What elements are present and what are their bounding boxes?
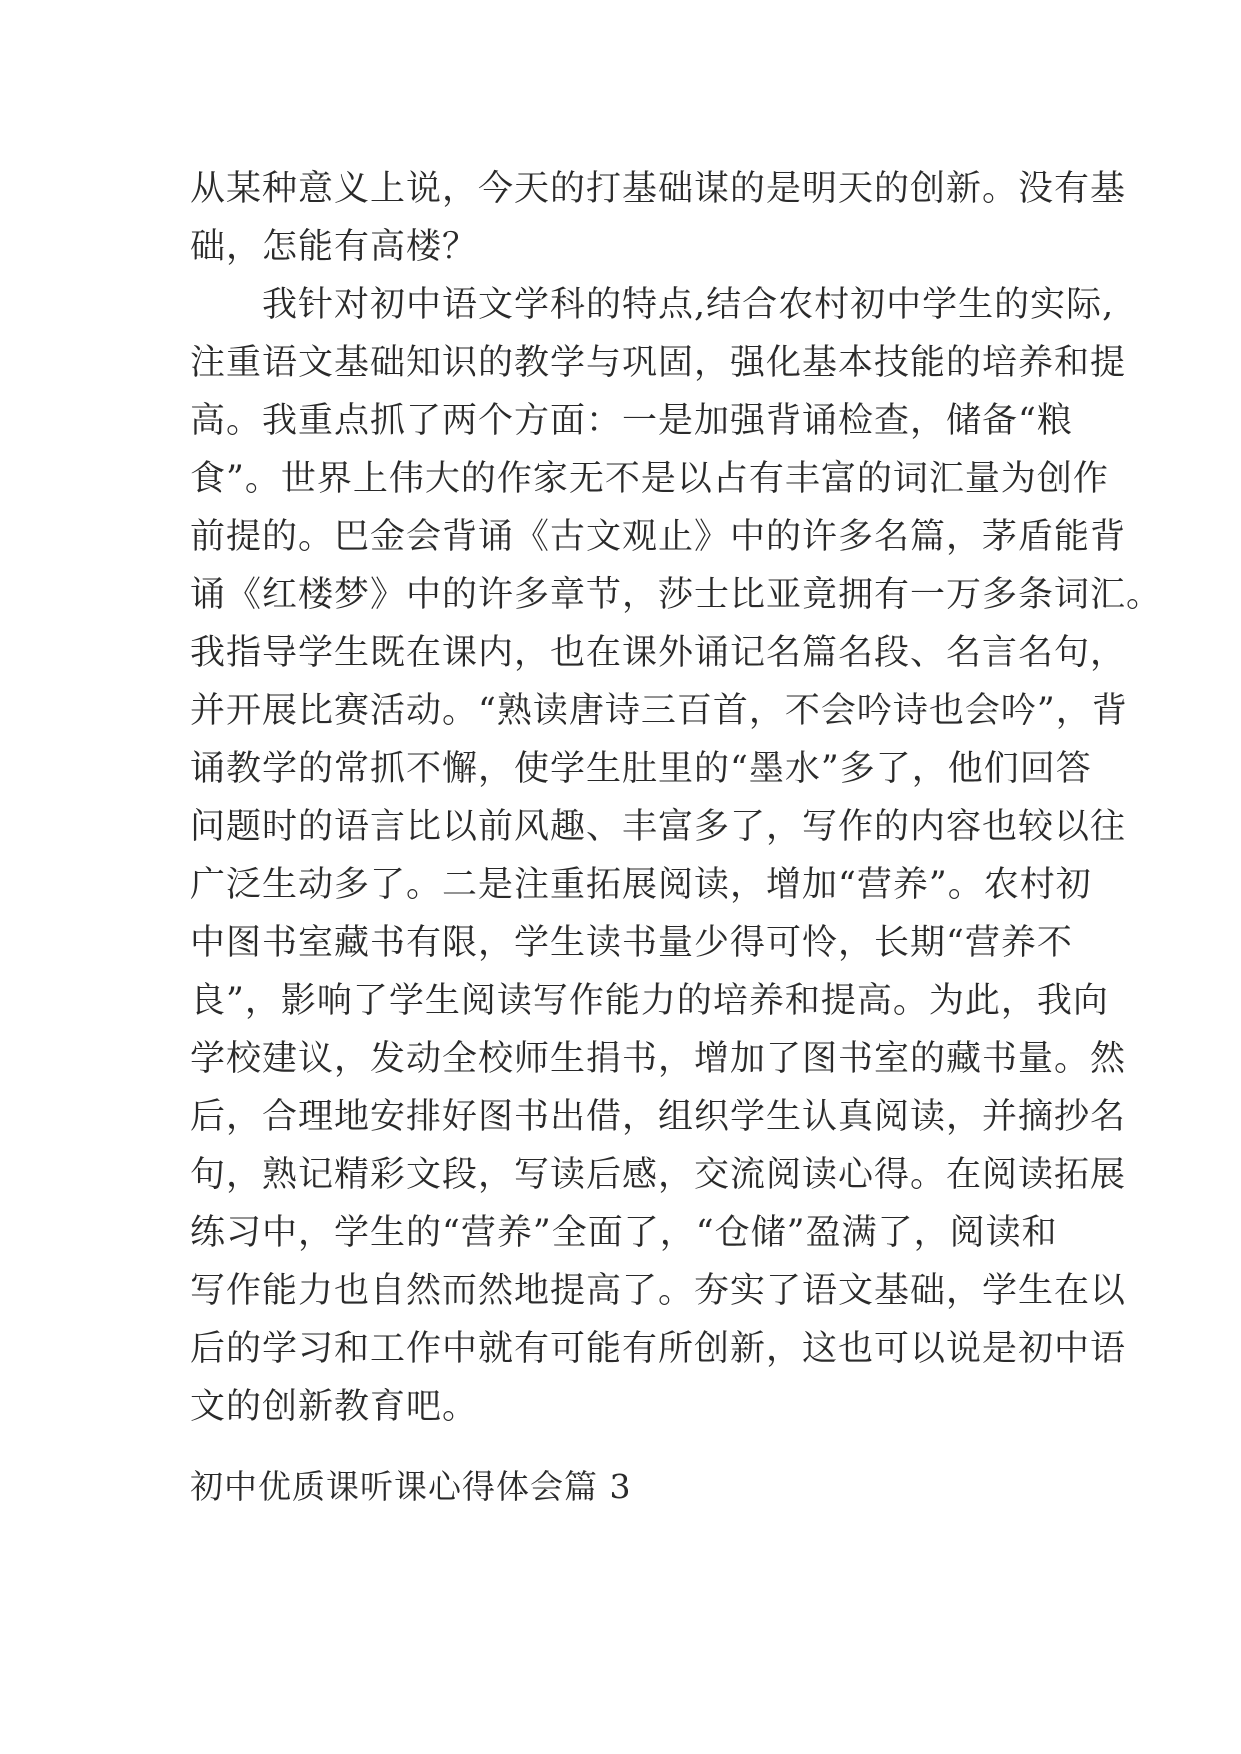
text-line: 础，怎能有高楼？ [190, 227, 479, 267]
section-heading: 初中优质课听课心得体会篇 3 [190, 1467, 632, 1506]
text-line: 广泛生动多了。二是注重拓展阅读，增加“营养”。农村初 [190, 865, 1092, 905]
text-line: 文的创新教育吧。 [190, 1387, 479, 1427]
text-line: 我指导学生既在课内，也在课外诵记名篇名段、名言名句， [190, 633, 1127, 673]
text-line: 注重语文基础知识的教学与巩固，强化基本技能的培养和提 [190, 343, 1127, 383]
text-line: 良”，影响了学生阅读写作能力的培养和提高。为此，我向 [190, 981, 1109, 1021]
text-line: 学校建议，发动全校师生捐书，增加了图书室的藏书量。然 [190, 1039, 1127, 1079]
text-line: 诵教学的常抓不懈，使学生肚里的“墨水”多了，他们回答 [190, 749, 1092, 789]
text-line: 诵《红楼梦》中的许多章节，莎士比亚竟拥有一万多条词汇。 [190, 575, 1163, 615]
body-text [190, 160, 1163, 1436]
text-line: 并开展比赛活动。“熟读唐诗三百首，不会吟诗也会吟”，背 [190, 691, 1128, 731]
text-line: 后，合理地安排好图书出借，组织学生认真阅读，并摘抄名 [190, 1097, 1127, 1137]
text-line: 我针对初中语文学科的特点,结合农村初中学生的实际, [190, 285, 1115, 325]
text-line: 从某种意义上说，今天的打基础谋的是明天的创新。没有基 [190, 169, 1127, 209]
text-line: 前提的。巴金会背诵《古文观止》中的许多名篇，茅盾能背 [190, 517, 1127, 557]
text-line: 后的学习和工作中就有可能有所创新，这也可以说是初中语 [190, 1329, 1127, 1369]
text-line: 练习中，学生的“营养”全面了，“仓储”盈满了，阅读和 [190, 1213, 1058, 1253]
text-line: 问题时的语言比以前风趣、丰富多了，写作的内容也较以往 [190, 807, 1127, 847]
text-line: 食”。世界上伟大的作家无不是以占有丰富的词汇量为创作 [190, 459, 1109, 499]
text-line: 写作能力也自然而然地提高了。夯实了语文基础，学生在以 [190, 1271, 1127, 1311]
text-line: 中图书室藏书有限，学生读书量少得可怜，长期“营养不 [190, 923, 1073, 963]
text-line: 高。我重点抓了两个方面：一是加强背诵检查，储备“粮 [190, 401, 1073, 441]
text-line: 句，熟记精彩文段，写读后感，交流阅读心得。在阅读拓展 [190, 1155, 1127, 1195]
